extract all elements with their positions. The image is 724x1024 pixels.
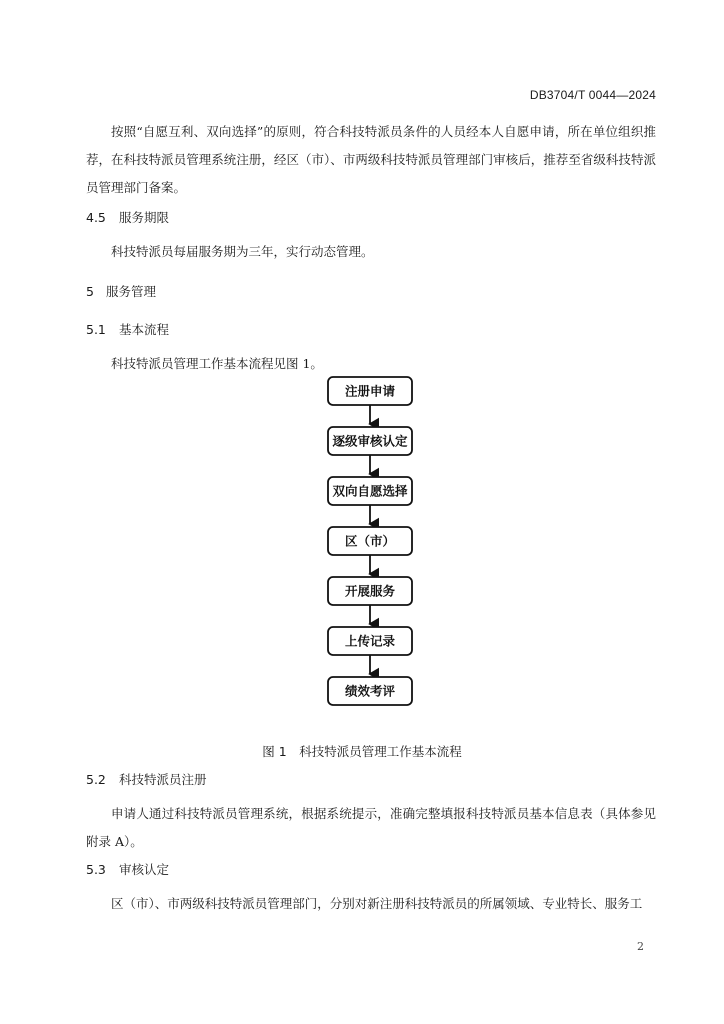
heading-5-1 xyxy=(86,320,169,338)
heading-number: 5.2 xyxy=(86,772,106,787)
flow-step-label: 开展服务 xyxy=(344,583,396,599)
paragraph-review: 区（市）、市两级科技特派员管理部门，分别对新注册科技特派员的所属领域、专业特长、服务工 xyxy=(111,896,643,911)
flow-step-label: 上传记录 xyxy=(344,633,396,649)
heading-number: 5.3 xyxy=(86,862,106,877)
heading-5-2 xyxy=(86,770,207,788)
heading-title: 审核认定 xyxy=(119,862,170,877)
heading-title: 服务期限 xyxy=(119,210,170,225)
page-number: 2 xyxy=(637,940,644,953)
paragraph-recommendation: 按照“自愿互利、双向选择”的原则，符合科技特派员条件的人员经本人自愿申请，所在单位组织推荐，在科技特派员管理系统注册，经区（市）、市两级科技特派员管理部门审核后，推荐至省级科技特派员管理部门备案。 xyxy=(86,124,656,195)
heading-5 xyxy=(86,282,156,300)
heading-number: 5 xyxy=(86,284,94,299)
heading-title: 科技特派员注册 xyxy=(119,772,207,787)
heading-number: 5.1 xyxy=(86,322,106,337)
flow-step-label: 绩效考评 xyxy=(344,683,396,699)
flowchart xyxy=(0,370,724,710)
flow-step-label: 注册申请 xyxy=(344,383,396,399)
heading-number: 4.5 xyxy=(86,210,106,225)
paragraph-registration: 申请人通过科技特派员管理系统，根据系统提示，准确完整填报科技特派员基本信息表（具体参见附录 A）。 xyxy=(86,806,656,849)
flow-step-label: 区（市） xyxy=(344,533,396,549)
paragraph-flow-intro: 科技特派员管理工作基本流程见图 1。 xyxy=(111,356,323,371)
heading-4-5 xyxy=(86,208,169,226)
paragraph-service-term: 科技特派员每届服务期为三年，实行动态管理。 xyxy=(111,244,374,259)
figure-caption: 图 1 科技特派员管理工作基本流程 xyxy=(262,744,462,759)
document-id: DB3704/T 0044—2024 xyxy=(529,88,656,102)
heading-title: 服务管理 xyxy=(106,284,157,299)
heading-5-3 xyxy=(86,860,169,878)
heading-title: 基本流程 xyxy=(119,322,170,337)
flow-step-label: 逐级审核认定 xyxy=(332,433,408,449)
flow-step-label: 双向自愿选择 xyxy=(332,483,408,499)
